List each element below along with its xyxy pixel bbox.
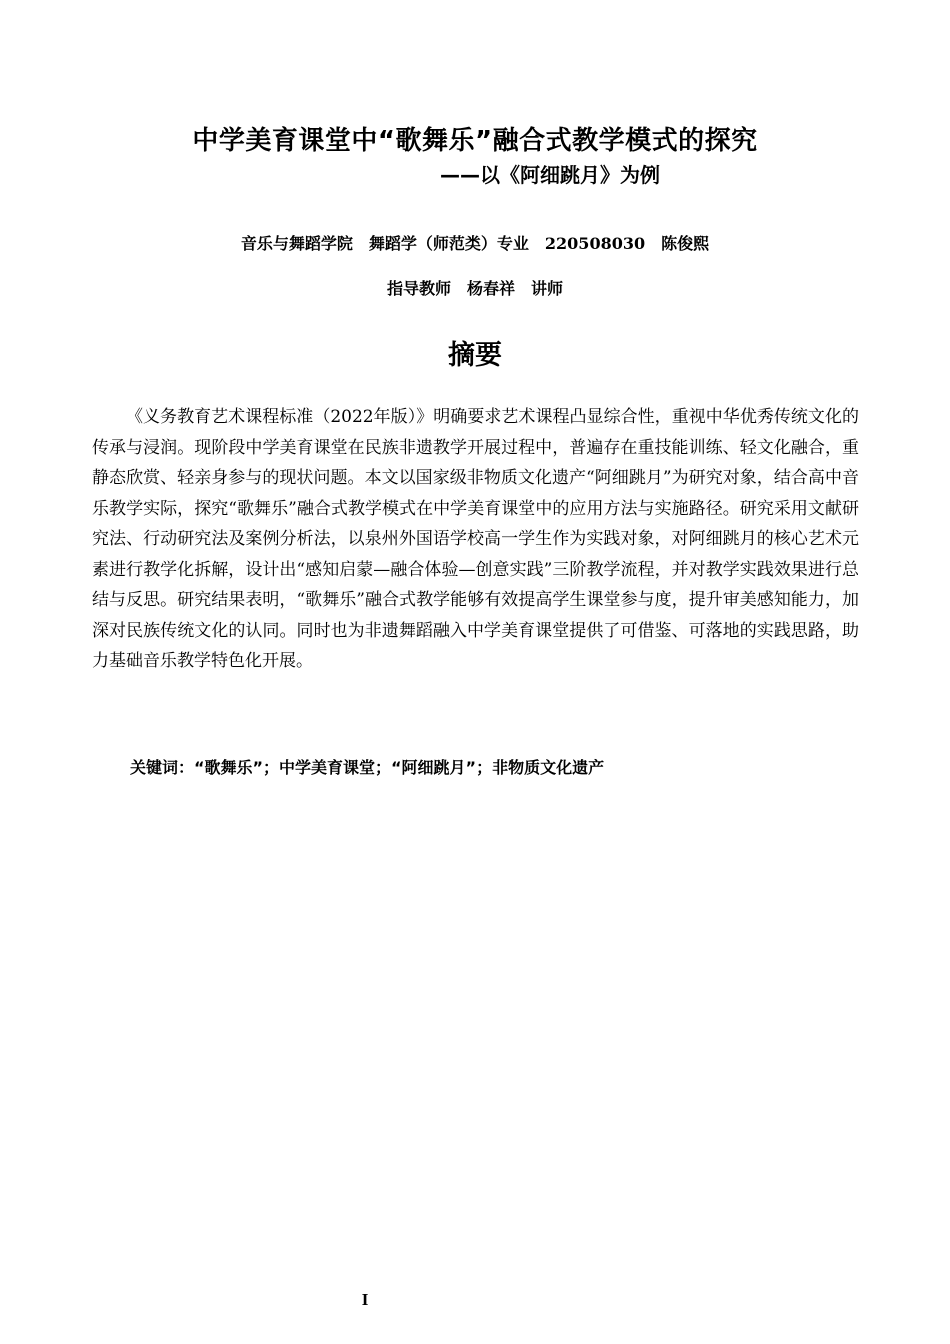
abstract-heading: 摘要 bbox=[448, 340, 502, 371]
advisor-title: 讲师 bbox=[531, 279, 564, 298]
author-student-id: 220508030 bbox=[544, 234, 646, 253]
advisor-name: 杨春祥 bbox=[466, 279, 515, 298]
keywords-line: 关键词：“歌舞乐”；中学美育课堂；“阿细跳月”；非物质文化遗产 bbox=[130, 758, 605, 777]
author-info bbox=[0, 231, 950, 257]
paper-subtitle-text: ——以《阿细跳月》为例 bbox=[440, 163, 660, 187]
author-major: 舞蹈学（师范类）专业 bbox=[368, 234, 529, 253]
abstract-body: 《义务教育艺术课程标准（2022年版）》明确要求艺术课程凸显综合性，重视中华优秀传统文化的传承与浸润。现阶段中学美育课堂在民族非遗教学开展过程中，普遍存在重技能训练、轻文化融合，重静态欣赏、轻亲身参与的现状问题。本文以国家级非物质文化遗产“阿细跳月”为研究对象，结合高中音乐教学实际，探究“歌舞乐”融合式教学模式在中学美育课堂中的应用方法与实施路径。研究采用文献研究法、行动研究法及案例分析法，以泉州外国语学校高一学生作为实践对象，对阿细跳月的核心艺术元素进行教学化拆解，设计出“感知启蒙—融合体验—创意实践”三阶教学流程，并对教学实践效果进行总结与反思。研究结果表明，“歌舞乐”融合式教学能够有效提高学生课堂参与度，提升审美感知能力，加深对民族传统文化的认同。同时也为非遗舞蹈融入中学美育课堂提供了可借鉴、可落地的实践思路，助力基础音乐教学特色化开展。 bbox=[92, 407, 859, 671]
page-number: I bbox=[361, 1290, 369, 1309]
advisor-label: 指导教师 bbox=[386, 279, 451, 298]
advisor-info bbox=[0, 276, 950, 302]
author-name: 陈俊熙 bbox=[661, 234, 710, 253]
paper-title: 中学美育课堂中“歌舞乐”融合式教学模式的探究 bbox=[192, 126, 758, 156]
author-school: 音乐与舞蹈学院 bbox=[240, 234, 353, 253]
paper-subtitle bbox=[0, 160, 950, 190]
